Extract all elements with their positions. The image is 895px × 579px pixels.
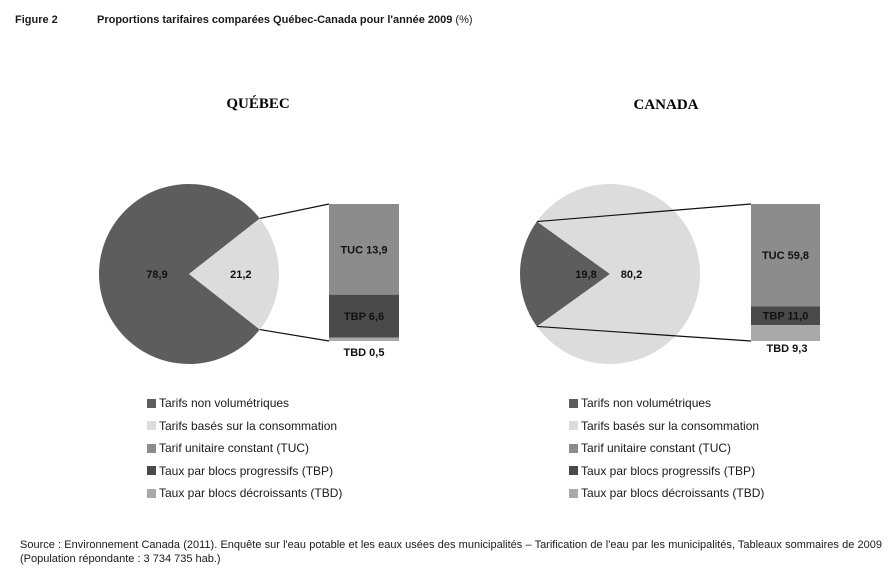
bar-label-tbd-canada: TBD 9,3	[766, 343, 808, 355]
legend-item	[569, 437, 764, 460]
legend-item	[569, 415, 764, 438]
legend-label: Tarif unitaire constant (TUC)	[581, 441, 732, 455]
legend-swatch	[147, 444, 156, 453]
figure-title-unit: (%)	[455, 14, 473, 26]
legend-item	[569, 392, 764, 415]
pie-label-consumption-canada: 80,2	[620, 269, 643, 281]
legend-swatch	[147, 466, 156, 475]
legend-item	[147, 482, 342, 505]
legend-label: Taux par blocs décroissants (TBD)	[581, 486, 765, 500]
connector-bottom-quebec	[260, 330, 329, 341]
figure-title-text: Proportions tarifaires comparées Québec-Canada pour l'année 2009	[97, 14, 453, 26]
legend-item	[147, 460, 342, 483]
legend-label: Taux par blocs décroissants (TBD)	[159, 486, 343, 500]
pie-label-non-volumetric-canada: 19,8	[575, 269, 597, 281]
pie-label-non-volumetric-quebec: 78,9	[146, 269, 168, 281]
bar-segment-tbd-quebec	[329, 338, 399, 341]
legend-swatch	[147, 421, 156, 430]
legend-swatch	[569, 399, 578, 408]
legend-label: Taux par blocs progressifs (TBP)	[159, 463, 334, 478]
legend-label: Tarifs basés sur la consommation	[581, 418, 760, 433]
pie-label-consumption-quebec: 21,2	[230, 269, 252, 281]
legend-swatch	[569, 444, 578, 453]
legend-swatch	[147, 489, 156, 498]
connector-top-quebec	[260, 204, 329, 218]
legend-item	[569, 460, 764, 483]
legend-swatch	[569, 466, 578, 475]
chart-title-quebec: QUÉBEC	[226, 96, 290, 112]
legend-item	[569, 482, 764, 505]
bar-label-tuc-canada: TUC 59,8	[761, 250, 810, 263]
bar-label-tbp-canada: TBP 11,0	[762, 310, 809, 323]
legend-quebec	[147, 392, 342, 505]
legend-item	[147, 392, 342, 415]
bar-label-tuc-quebec: TUC 13,9	[340, 244, 388, 257]
legend-label: Tarifs basés sur la consommation	[159, 418, 338, 433]
legend-label: Tarif unitaire constant (TUC)	[159, 441, 310, 455]
legend-label: Tarifs non volumétriques	[581, 396, 712, 410]
figure-label: Figure 2	[15, 14, 58, 26]
legend-swatch	[569, 421, 578, 430]
chart-title-canada: CANADA	[633, 97, 699, 113]
bar-segment-tbd-canada	[751, 325, 820, 341]
legend-swatch	[147, 399, 156, 408]
legend-label: Tarifs non volumétriques	[159, 396, 290, 410]
legend-item	[147, 437, 342, 460]
legend-item	[147, 415, 342, 438]
legend-canada	[569, 392, 764, 505]
bar-label-tbd-quebec: TBD 0,5	[343, 347, 385, 359]
legend-label: Taux par blocs progressifs (TBP)	[581, 463, 756, 478]
bar-label-tbp-quebec: TBP 6,6	[343, 311, 385, 324]
legend-swatch	[569, 489, 578, 498]
source-note: Source : Environnement Canada (2011). Enquête sur l'eau potable et les eaux usées des municipalités – Tarification de l'eau par les municipalités, Tableaux sommaires de 2009 (Population répondante : 3 734 735 hab.)	[20, 539, 882, 565]
